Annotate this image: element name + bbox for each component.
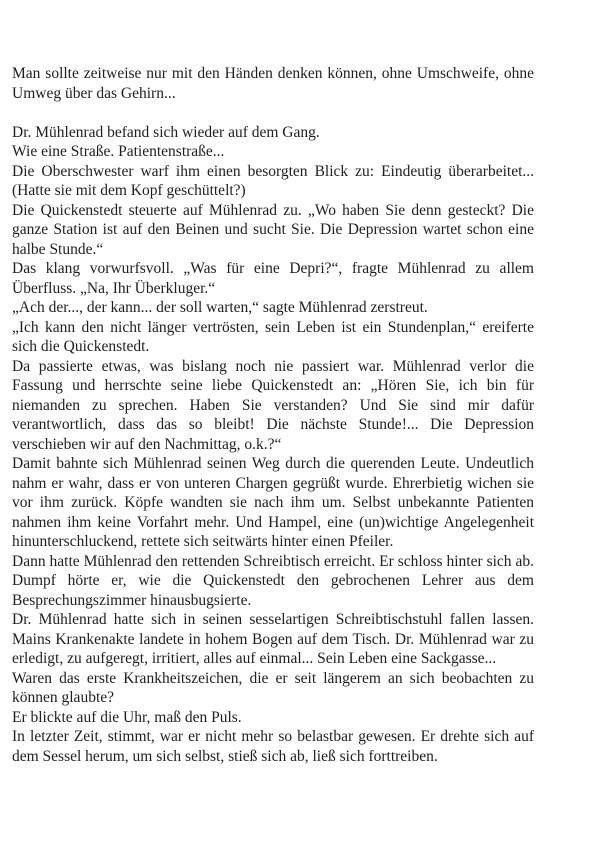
paragraph: Da passierte etwas, was bislang noch nie passiert war. Mühlenrad verlor die Fassung und herrschte seine liebe Quickenstedt an: „Hören Sie, ich bin für niemanden zu sprechen. Haben Sie verstanden? Und Sie sind mir dafür verantwortlich, dass das so bleibt! Die nächste Stunde!... Die Depression verschieben wir auf den Nachmittag, o.k.?“ <box>12 357 534 453</box>
paragraph: „Ach der..., der kann... der soll warten,“ sagte Mühlenrad zerstreut. <box>12 299 428 316</box>
paragraph: „Ich kann den nicht länger vertrösten, sein Leben ist ein Stundenplan,“ ereiferte sich die Quickenstedt. <box>12 318 534 355</box>
paragraph: Das klang vorwurfsvoll. „Was für eine Depri?“, fragte Mühlenrad zu allem Überfluss. „Na, Ihr Überkluger.“ <box>12 260 534 297</box>
paragraph: Die Oberschwester warf ihm einen besorgten Blick zu: Eindeutig überarbeitet... (Hatte sie mit dem Kopf geschüttelt?) <box>12 162 534 199</box>
paragraph: Damit bahnte sich Mühlenrad seinen Weg durch die querenden Leute. Undeutlich nahm er wahr, dass er von unteren Chargen gegrüßt wurde. Ehrerbietig wichen sie vor ihm zurück. Köpfe wandten sie nach ihm um. Selbst unbekannte Patienten nahmen ihm keine Vorfahrt mehr. Und Hampel, eine (un)wichtige Angelegenheit hinunterschluckend, rettete sich seitwärts hinter einen Pfeiler. <box>12 455 534 550</box>
paragraph: In letzter Zeit, stimmt, war er nicht mehr so belastbar gewesen. Er drehte sich auf dem Sessel herum, um sich selbst, stieß sich ab, ließ sich forttreiben. <box>12 728 534 765</box>
paragraph: Er blickte auf die Uhr, maß den Puls. <box>12 708 242 726</box>
paragraph: Dr. Mühlenrad befand sich wieder auf dem Gang. <box>12 123 320 141</box>
paragraph: Dann hatte Mühlenrad den rettenden Schreibtisch erreicht. Er schloss hinter sich ab. Dumpf hörte er, wie die Quickenstedt den gebrochenen Lehrer aus dem Besprechungszimmer hinausbugsierte. <box>12 552 534 609</box>
paragraph: Dr. Mühlenrad hatte sich in seinen sesselartigen Schreibtischstuhl fallen lassen. Mains Krankenakte landete in hohem Bogen auf dem Tisch. Dr. Mühlenrad war zu erledigt, zu aufgeregt, irritiert, alles auf einmal... Sein Leben eine Sackgasse... <box>12 611 534 667</box>
paragraph-aphorism: Man sollte zeitweise nur mit den Händen denken können, ohne Umschweife, ohne Umweg über das Gehirn... <box>12 65 534 102</box>
paragraph: Die Quickenstedt steuerte auf Mühlenrad zu. „Wo haben Sie denn gesteckt? Die ganze Station ist auf den Beinen und sucht Sie. Die Depression wartet schon eine halbe Stunde.“ <box>12 201 534 258</box>
paragraph: Waren das erste Krankheitszeichen, die er seit längerem an sich beobachten zu können glaubte? <box>12 669 534 706</box>
paragraph: Wie eine Straße. Patientenstraße... <box>12 143 225 160</box>
